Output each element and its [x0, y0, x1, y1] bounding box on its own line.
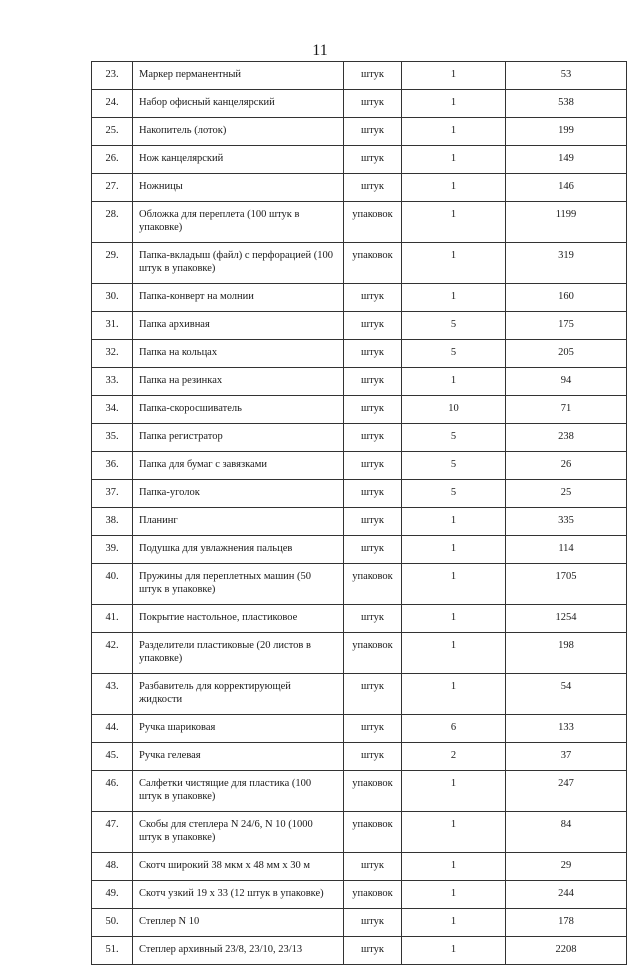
item-price: 247 — [506, 771, 627, 812]
item-price: 53 — [506, 62, 627, 90]
item-unit: штук — [344, 743, 402, 771]
item-name: Ручка гелевая — [133, 743, 344, 771]
item-price: 2208 — [506, 937, 627, 965]
row-number: 45. — [92, 743, 133, 771]
item-price: 198 — [506, 633, 627, 674]
item-unit: упаковок — [344, 633, 402, 674]
item-unit: штук — [344, 284, 402, 312]
item-price: 175 — [506, 312, 627, 340]
item-price: 538 — [506, 90, 627, 118]
item-quantity: 5 — [402, 312, 506, 340]
row-number: 47. — [92, 812, 133, 853]
item-price: 244 — [506, 881, 627, 909]
item-quantity: 1 — [402, 881, 506, 909]
item-name: Ножницы — [133, 174, 344, 202]
item-quantity: 6 — [402, 715, 506, 743]
table-row — [92, 312, 627, 340]
table-row — [92, 118, 627, 146]
item-name: Папка-уголок — [133, 480, 344, 508]
item-price: 199 — [506, 118, 627, 146]
item-quantity: 5 — [402, 340, 506, 368]
table-row — [92, 909, 627, 937]
item-quantity: 1 — [402, 202, 506, 243]
item-unit: штук — [344, 452, 402, 480]
item-quantity: 1 — [402, 368, 506, 396]
table-row — [92, 771, 627, 812]
item-quantity: 1 — [402, 284, 506, 312]
item-price: 1254 — [506, 605, 627, 633]
item-price: 1705 — [506, 564, 627, 605]
item-price: 178 — [506, 909, 627, 937]
table-row — [92, 340, 627, 368]
item-quantity: 1 — [402, 812, 506, 853]
item-unit: штук — [344, 605, 402, 633]
item-unit: штук — [344, 909, 402, 937]
item-unit: штук — [344, 340, 402, 368]
item-name: Папка архивная — [133, 312, 344, 340]
table-row — [92, 284, 627, 312]
item-quantity: 10 — [402, 396, 506, 424]
table-row — [92, 508, 627, 536]
page-number: 11 — [312, 42, 328, 59]
table-row — [92, 90, 627, 118]
item-name: Разделители пластиковые (20 листов в упаковке) — [133, 633, 344, 674]
item-quantity: 1 — [402, 508, 506, 536]
item-unit: штук — [344, 312, 402, 340]
item-price: 149 — [506, 146, 627, 174]
row-number: 41. — [92, 605, 133, 633]
row-number: 46. — [92, 771, 133, 812]
table-row — [92, 424, 627, 452]
item-name: Нож канцелярский — [133, 146, 344, 174]
table-row — [92, 743, 627, 771]
table-row — [92, 715, 627, 743]
item-price: 238 — [506, 424, 627, 452]
item-quantity: 1 — [402, 937, 506, 965]
item-quantity: 1 — [402, 243, 506, 284]
table-row — [92, 674, 627, 715]
item-unit: штук — [344, 715, 402, 743]
table-row — [92, 633, 627, 674]
item-name: Папка-вкладыш (файл) с перфорацией (100 штук в упаковке) — [133, 243, 344, 284]
item-name: Скотч широкий 38 мкм х 48 мм х 30 м — [133, 853, 344, 881]
row-number: 39. — [92, 536, 133, 564]
items-table — [91, 61, 627, 965]
table-row — [92, 881, 627, 909]
table-row — [92, 174, 627, 202]
item-unit: штук — [344, 674, 402, 715]
item-quantity: 1 — [402, 633, 506, 674]
item-price: 94 — [506, 368, 627, 396]
item-name: Подушка для увлажнения пальцев — [133, 536, 344, 564]
item-unit: упаковок — [344, 771, 402, 812]
row-number: 35. — [92, 424, 133, 452]
item-name: Папка регистратор — [133, 424, 344, 452]
item-name: Степлер архивный 23/8, 23/10, 23/13 — [133, 937, 344, 965]
item-unit: штук — [344, 368, 402, 396]
row-number: 34. — [92, 396, 133, 424]
item-quantity: 1 — [402, 174, 506, 202]
item-quantity: 1 — [402, 146, 506, 174]
item-unit: штук — [344, 508, 402, 536]
table-row — [92, 480, 627, 508]
row-number: 49. — [92, 881, 133, 909]
table-row — [92, 368, 627, 396]
table-row — [92, 605, 627, 633]
item-price: 160 — [506, 284, 627, 312]
item-unit: штук — [344, 118, 402, 146]
item-name: Салфетки чистящие для пластика (100 штук в упаковке) — [133, 771, 344, 812]
item-price: 319 — [506, 243, 627, 284]
item-price: 205 — [506, 340, 627, 368]
table-row — [92, 853, 627, 881]
item-name: Набор офисный канцелярский — [133, 90, 344, 118]
item-unit: штук — [344, 424, 402, 452]
item-unit: штук — [344, 146, 402, 174]
item-name: Маркер перманентный — [133, 62, 344, 90]
item-price: 26 — [506, 452, 627, 480]
table-row — [92, 243, 627, 284]
table-row — [92, 202, 627, 243]
item-quantity: 1 — [402, 674, 506, 715]
item-quantity: 1 — [402, 62, 506, 90]
item-name: Папка-скоросшиватель — [133, 396, 344, 424]
table-row — [92, 146, 627, 174]
table-row — [92, 452, 627, 480]
item-unit: упаковок — [344, 881, 402, 909]
item-unit: упаковок — [344, 202, 402, 243]
item-name: Папка на кольцах — [133, 340, 344, 368]
item-quantity: 1 — [402, 118, 506, 146]
item-quantity: 1 — [402, 909, 506, 937]
item-unit: упаковок — [344, 812, 402, 853]
row-number: 37. — [92, 480, 133, 508]
row-number: 31. — [92, 312, 133, 340]
table-row — [92, 536, 627, 564]
row-number: 26. — [92, 146, 133, 174]
item-name: Скобы для степлера N 24/6, N 10 (1000 штук в упаковке) — [133, 812, 344, 853]
row-number: 48. — [92, 853, 133, 881]
item-unit: штук — [344, 174, 402, 202]
item-name: Папка для бумаг с завязками — [133, 452, 344, 480]
item-quantity: 5 — [402, 480, 506, 508]
item-unit: штук — [344, 536, 402, 564]
item-name: Покрытие настольное, пластиковое — [133, 605, 344, 633]
item-unit: штук — [344, 480, 402, 508]
item-name: Планинг — [133, 508, 344, 536]
item-price: 29 — [506, 853, 627, 881]
row-number: 33. — [92, 368, 133, 396]
item-price: 37 — [506, 743, 627, 771]
item-price: 133 — [506, 715, 627, 743]
row-number: 42. — [92, 633, 133, 674]
row-number: 51. — [92, 937, 133, 965]
item-quantity: 1 — [402, 853, 506, 881]
item-quantity: 2 — [402, 743, 506, 771]
table-row — [92, 62, 627, 90]
table-row — [92, 396, 627, 424]
item-quantity: 1 — [402, 90, 506, 118]
item-name: Папка-конверт на молнии — [133, 284, 344, 312]
item-price: 71 — [506, 396, 627, 424]
item-name: Обложка для переплета (100 штук в упаковке) — [133, 202, 344, 243]
item-name: Ручка шариковая — [133, 715, 344, 743]
item-quantity: 5 — [402, 424, 506, 452]
table-row — [92, 564, 627, 605]
item-unit: штук — [344, 90, 402, 118]
item-quantity: 1 — [402, 771, 506, 812]
row-number: 29. — [92, 243, 133, 284]
item-price: 114 — [506, 536, 627, 564]
item-unit: упаковок — [344, 243, 402, 284]
item-price: 335 — [506, 508, 627, 536]
item-name: Разбавитель для корректирующей жидкости — [133, 674, 344, 715]
row-number: 28. — [92, 202, 133, 243]
row-number: 30. — [92, 284, 133, 312]
item-name: Скотч узкий 19 х 33 (12 штук в упаковке) — [133, 881, 344, 909]
row-number: 40. — [92, 564, 133, 605]
row-number: 50. — [92, 909, 133, 937]
row-number: 25. — [92, 118, 133, 146]
item-price: 1199 — [506, 202, 627, 243]
row-number: 36. — [92, 452, 133, 480]
item-name: Пружины для переплетных машин (50 штук в упаковке) — [133, 564, 344, 605]
item-price: 25 — [506, 480, 627, 508]
item-quantity: 1 — [402, 536, 506, 564]
row-number: 27. — [92, 174, 133, 202]
item-name: Степлер N 10 — [133, 909, 344, 937]
item-unit: штук — [344, 937, 402, 965]
item-name: Папка на резинках — [133, 368, 344, 396]
items-table-body — [92, 62, 627, 965]
item-unit: штук — [344, 62, 402, 90]
table-row — [92, 812, 627, 853]
item-unit: штук — [344, 853, 402, 881]
row-number: 32. — [92, 340, 133, 368]
item-unit: штук — [344, 396, 402, 424]
table-row — [92, 937, 627, 965]
row-number: 44. — [92, 715, 133, 743]
row-number: 23. — [92, 62, 133, 90]
item-price: 54 — [506, 674, 627, 715]
item-quantity: 1 — [402, 605, 506, 633]
item-unit: упаковок — [344, 564, 402, 605]
row-number: 38. — [92, 508, 133, 536]
item-price: 146 — [506, 174, 627, 202]
item-name: Накопитель (лоток) — [133, 118, 344, 146]
row-number: 43. — [92, 674, 133, 715]
item-quantity: 5 — [402, 452, 506, 480]
item-price: 84 — [506, 812, 627, 853]
item-quantity: 1 — [402, 564, 506, 605]
row-number: 24. — [92, 90, 133, 118]
